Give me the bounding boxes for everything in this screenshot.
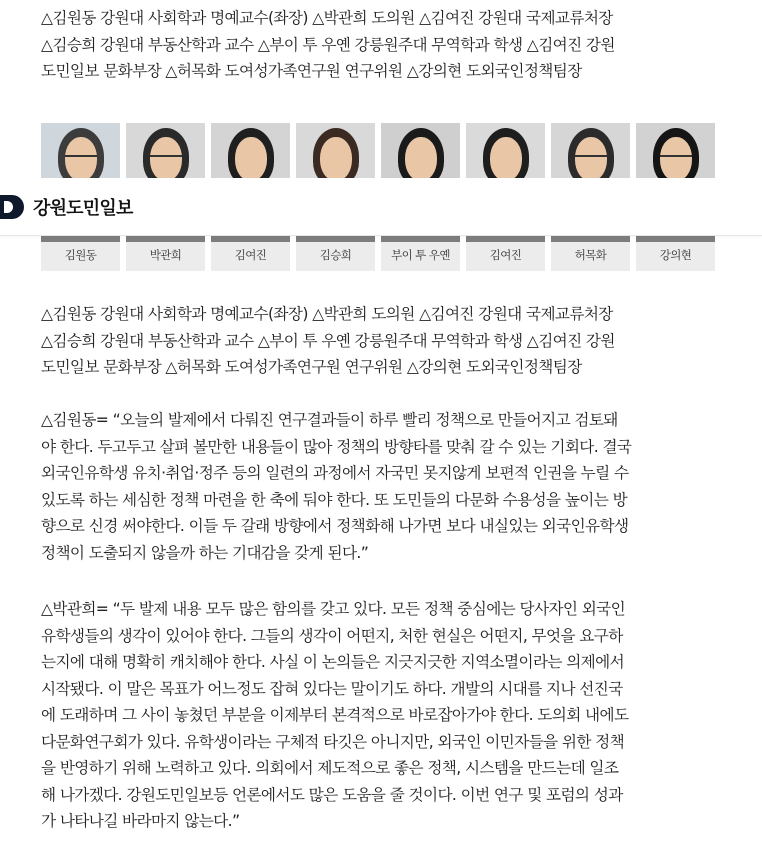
participants-line: 도민일보 문화부장 △허목화 도여성가족연구원 연구위원 △강의현 도외국인정책팀장 <box>41 62 582 80</box>
statement-line: 해 나가겠다. 강원도민일보등 언론에서도 많은 도움을 줄 것이다. 이번 연구 및 포럼의 성과 <box>41 785 623 804</box>
photo-caption: 부이 투 우옌 <box>381 236 460 271</box>
statement-line: 을 반영하기 위해 노력하고 있다. 의회에서 제도적으로 좋은 정책, 시스템을 만드는데 일조 <box>41 759 619 777</box>
participants-line: △김승희 강원대 부동산학과 교수 △부이 투 우옌 강릉원주대 무역학과 학생 △김여진 강원 <box>41 331 615 350</box>
captions-row <box>41 236 717 271</box>
statement-line: △김원동= “오늘의 발제에서 다뤄진 연구결과들이 하루 빨리 정책으로 만들어지고 검토돼 <box>41 411 618 429</box>
statement-line: 향으로 신경 써야한다. 이들 두 갈래 방향에서 정책화해 나가면 보다 내실있는 외국인유학생 <box>41 517 629 535</box>
participants-line: 도민일보 문화부장 △허목화 도여성가족연구원 연구위원 △강의현 도외국인정책팀장 <box>41 358 582 376</box>
statement-line: 외국인유학생 유치·취업·정주 등의 일련의 과정에서 자국민 못지않게 보편적 인권을 누릴 수 <box>41 464 629 482</box>
statement-kim <box>41 407 731 566</box>
statement-line: 에 도래하며 그 사이 놓쳤던 부분을 이제부터 본격적으로 바로잡아가야 한다. 도의회 내에도 <box>41 706 629 724</box>
statement-line: 야 한다. 두고두고 살펴 볼만한 내용들이 많아 정책의 방향타를 맞춰 갈 수 있는 기회다. 결국 <box>41 437 632 456</box>
portrait-photo <box>466 123 545 179</box>
photo-caption: 허목화 <box>551 236 630 271</box>
participants-line: △김원동 강원대 사회학과 명예교수(좌장) △박관희 도의원 △김여진 강원대 국제교류처장 <box>41 305 613 323</box>
statement-line: △박관희= “두 발제 내용 모두 많은 함의를 갖고 있다. 모든 정책 중심에는 당사자인 외국인 <box>41 600 626 618</box>
statement-line: 시작됐다. 이 말은 목표가 어느정도 잡혀 있다는 말이기도 하다. 개발의 시대를 지나 선진국 <box>41 679 623 698</box>
site-header <box>0 178 762 236</box>
statement-line: 다문화연구회가 있다. 유학생이라는 구체적 타깃은 아니지만, 외국인 이민자들을 위한 정책 <box>41 732 625 751</box>
site-name[interactable]: 강원도민일보 <box>33 198 133 219</box>
participants-line: △김원동 강원대 사회학과 명예교수(좌장) △박관희 도의원 △김여진 강원대 국제교류처장 <box>41 9 613 27</box>
photo-caption: 강의현 <box>636 236 715 271</box>
participants-line: △김승희 강원대 부동산학과 교수 △부이 투 우옌 강릉원주대 무역학과 학생 △김여진 강원 <box>41 35 615 54</box>
portrait-photo <box>211 123 290 179</box>
statement-line: 유학생들의 생각이 있어야 한다. 그들의 생각이 어떤지, 처한 현실은 어떤지, 무엇을 요구하 <box>41 626 623 645</box>
statement-line: 정책이 도출되지 않을까 하는 기대감을 갖게 된다.” <box>41 543 369 562</box>
participants-list <box>41 301 731 381</box>
portrait-photo <box>126 123 205 179</box>
photo-caption: 김여진 <box>466 236 545 271</box>
statement-line: 있도록 하는 세심한 정책 마련을 한 축에 둬야 한다. 또 도민들의 다문화 수용성을 높이는 방 <box>41 490 628 509</box>
photo-caption: 박관희 <box>126 236 205 271</box>
portraits-row <box>41 123 717 179</box>
photo-caption: 김여진 <box>211 236 290 271</box>
statement-line: 가 나타나길 바라마지 않는다.” <box>41 812 240 830</box>
statement-park <box>41 596 731 835</box>
photo-caption: 김승희 <box>296 236 375 271</box>
logo-icon[interactable] <box>0 195 24 219</box>
portrait-photo <box>551 123 630 179</box>
statement-line: 는지에 대해 명확히 캐치해야 한다. 사실 이 논의들은 지긋지긋한 지역소멸이라는 의제에서 <box>41 653 625 671</box>
photo-caption: 김원동 <box>41 236 120 271</box>
portrait-photo <box>296 123 375 179</box>
portrait-photo <box>381 123 460 179</box>
portrait-photo <box>41 123 120 179</box>
participants-list-top <box>41 5 731 85</box>
portrait-photo <box>636 123 715 179</box>
